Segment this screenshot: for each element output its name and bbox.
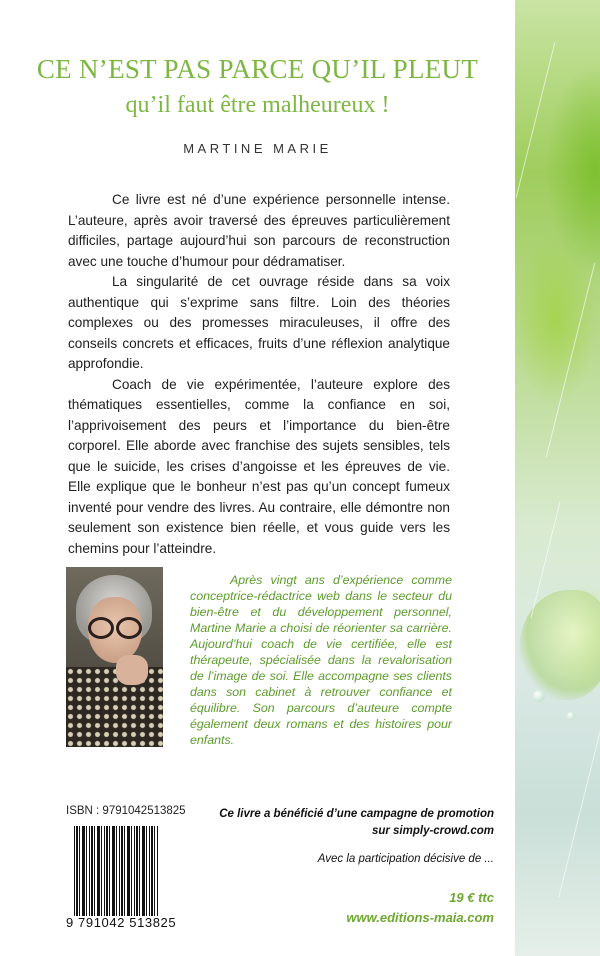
rain-streak <box>516 42 556 197</box>
promotion-notice <box>200 806 494 840</box>
barcode-digits: 9 791042 513825 <box>66 915 177 930</box>
synopsis-paragraph: Ce livre est né d’une expérience personnelle intense. L’auteure, après avoir traversé des épreuves particulièrement difficiles, partage aujourd’hui son parcours de reconstruction avec une touche d’humour pour dédramatiser. <box>68 192 450 269</box>
author-hand <box>116 655 148 685</box>
leaf-highlight <box>519 590 600 700</box>
promotion-line: sur simply-crowd.com <box>371 825 494 837</box>
author-bio-text: Après vingt ans d’expérience comme conceptrice-rédactrice web dans le secteur du bien-être et du développement personnel, Martine Marie a choisi de réorienter sa carrière. Aujourd’hui coach de vie certifiée, elle est thérapeute, spécialisée dans la revalorisation de l’image de soi. Elle accompagne ses clients dans son cabinet à retrouver confiance et équilibre. Son parcours d’auteure compte également deux romans et des histoires pour enfants. <box>190 573 452 747</box>
isbn-barcode <box>66 826 177 931</box>
barcode-bars <box>74 826 158 916</box>
author-name: MARTINE MARIE <box>183 141 332 156</box>
book-title: CE N’EST PAS PARCE QU’IL PLEUT <box>36 54 479 84</box>
author-scarf <box>66 667 163 747</box>
synopsis-paragraph: La singularité de cet ouvrage réside dans sa voix authentique qui s’exprime sans filtre. Loin des théories complexes ou des promesses miraculeuses, il offre des conseils concrets et efficaces, fruits d’une réflexion analytique approfondie. <box>68 274 450 371</box>
author-bio <box>190 572 452 748</box>
author-photo <box>66 567 163 747</box>
green-rain-leaf-artwork <box>515 0 600 956</box>
promotion-line: Ce livre a bénéficié d’une campagne de promotion <box>219 808 494 820</box>
glasses-lens <box>88 617 114 639</box>
publisher-website: www.editions-maia.com <box>346 910 494 925</box>
rain-streak <box>546 263 595 457</box>
isbn-label: ISBN : 9791042513825 <box>66 805 186 817</box>
synopsis-paragraph: Coach de vie expérimentée, l’auteure explore des thématiques essentielles, comme la confiance en soi, l’apprivoisement des peurs et l’importance du bien-être corporel. Elle aborde avec franchise des sujets sensibles, tels que le suicide, les crises d’angoisse et les épreuves de vie. Elle explique que le bonheur n’est pas qu’un concept fumeux inventé pour vendre des livres. Au contraire, elle démontre non seulement son existence bien réelle, et vous guide vers les chemins pour l’atteindre. <box>68 376 450 556</box>
glasses-lens <box>116 617 142 639</box>
book-subtitle: qu’il faut être malheureux ! <box>125 92 390 118</box>
participation-text: Avec la participation décisive de ... <box>317 853 494 865</box>
water-drop <box>567 712 575 720</box>
price: 19 € ttc <box>449 890 494 905</box>
rain-streak <box>558 723 600 898</box>
water-drop <box>533 690 545 702</box>
synopsis <box>68 190 450 559</box>
